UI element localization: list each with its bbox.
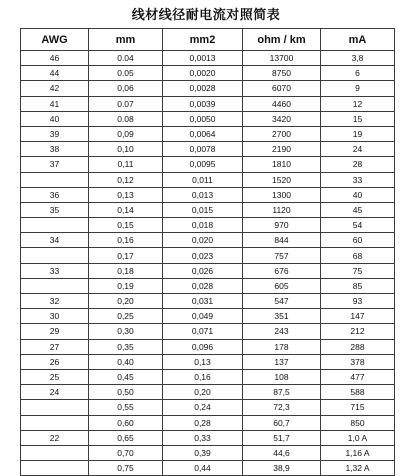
cell-ma: 33 bbox=[321, 172, 395, 187]
cell-awg: 30 bbox=[21, 309, 89, 324]
cell-ohm-km: 178 bbox=[243, 339, 321, 354]
wire-gauge-table-container bbox=[20, 28, 394, 474]
cell-mm: 0,65 bbox=[89, 430, 163, 445]
table-row bbox=[21, 385, 395, 400]
cell-awg bbox=[21, 218, 89, 233]
cell-ohm-km: 72,3 bbox=[243, 400, 321, 415]
cell-mm2: 0,24 bbox=[163, 400, 243, 415]
table-header-row bbox=[21, 29, 395, 51]
table-row bbox=[21, 354, 395, 369]
table-row bbox=[21, 218, 395, 233]
cell-awg: 34 bbox=[21, 233, 89, 248]
cell-ma: 85 bbox=[321, 278, 395, 293]
cell-ma: 850 bbox=[321, 415, 395, 430]
table-row bbox=[21, 248, 395, 263]
cell-mm: 0.07 bbox=[89, 96, 163, 111]
cell-awg: 44 bbox=[21, 66, 89, 81]
cell-ohm-km: 51,7 bbox=[243, 430, 321, 445]
cell-awg: 32 bbox=[21, 294, 89, 309]
header-ma: mA bbox=[321, 29, 395, 51]
cell-mm2: 0,071 bbox=[163, 324, 243, 339]
cell-awg: 22 bbox=[21, 430, 89, 445]
cell-mm: 0,75 bbox=[89, 461, 163, 476]
table-row bbox=[21, 263, 395, 278]
header-mm: mm bbox=[89, 29, 163, 51]
cell-ma: 68 bbox=[321, 248, 395, 263]
cell-awg: 35 bbox=[21, 202, 89, 217]
cell-mm2: 0,0028 bbox=[163, 81, 243, 96]
table-row bbox=[21, 339, 395, 354]
table-row bbox=[21, 278, 395, 293]
cell-ma: 12 bbox=[321, 96, 395, 111]
cell-mm2: 0,0050 bbox=[163, 111, 243, 126]
cell-ma: 147 bbox=[321, 309, 395, 324]
cell-ohm-km: 3420 bbox=[243, 111, 321, 126]
cell-ohm-km: 605 bbox=[243, 278, 321, 293]
cell-ma: 715 bbox=[321, 400, 395, 415]
cell-awg: 38 bbox=[21, 142, 89, 157]
cell-ma: 1,16 A bbox=[321, 445, 395, 460]
cell-ohm-km: 2700 bbox=[243, 126, 321, 141]
cell-mm: 0,45 bbox=[89, 369, 163, 384]
cell-mm2: 0,39 bbox=[163, 445, 243, 460]
table-row bbox=[21, 157, 395, 172]
header-mm2: mm2 bbox=[163, 29, 243, 51]
cell-mm2: 0,0078 bbox=[163, 142, 243, 157]
cell-mm2: 0,018 bbox=[163, 218, 243, 233]
cell-mm2: 0,011 bbox=[163, 172, 243, 187]
cell-mm2: 0,33 bbox=[163, 430, 243, 445]
cell-ma: 288 bbox=[321, 339, 395, 354]
cell-awg bbox=[21, 278, 89, 293]
table-body bbox=[21, 51, 395, 476]
cell-mm2: 0,049 bbox=[163, 309, 243, 324]
cell-ohm-km: 2190 bbox=[243, 142, 321, 157]
cell-ohm-km: 351 bbox=[243, 309, 321, 324]
cell-awg: 36 bbox=[21, 187, 89, 202]
cell-mm: 0,10 bbox=[89, 142, 163, 157]
cell-mm2: 0,0095 bbox=[163, 157, 243, 172]
cell-mm: 0,11 bbox=[89, 157, 163, 172]
table-row bbox=[21, 461, 395, 476]
cell-ma: 3,8 bbox=[321, 51, 395, 66]
cell-mm2: 0,0013 bbox=[163, 51, 243, 66]
cell-awg: 37 bbox=[21, 157, 89, 172]
cell-ohm-km: 108 bbox=[243, 369, 321, 384]
cell-mm: 0,20 bbox=[89, 294, 163, 309]
cell-ma: 212 bbox=[321, 324, 395, 339]
table-row bbox=[21, 142, 395, 157]
cell-awg bbox=[21, 400, 89, 415]
cell-ma: 588 bbox=[321, 385, 395, 400]
cell-mm: 0.04 bbox=[89, 51, 163, 66]
table-row bbox=[21, 294, 395, 309]
cell-awg bbox=[21, 248, 89, 263]
cell-mm: 0,06 bbox=[89, 81, 163, 96]
cell-ma: 54 bbox=[321, 218, 395, 233]
cell-mm2: 0,020 bbox=[163, 233, 243, 248]
table-row bbox=[21, 202, 395, 217]
cell-ma: 477 bbox=[321, 369, 395, 384]
cell-mm: 0,12 bbox=[89, 172, 163, 187]
cell-ma: 6 bbox=[321, 66, 395, 81]
cell-awg: 41 bbox=[21, 96, 89, 111]
cell-ohm-km: 970 bbox=[243, 218, 321, 233]
cell-awg: 46 bbox=[21, 51, 89, 66]
cell-mm2: 0,0039 bbox=[163, 96, 243, 111]
table-row bbox=[21, 324, 395, 339]
header-ohm-km: ohm / km bbox=[243, 29, 321, 51]
cell-mm2: 0,028 bbox=[163, 278, 243, 293]
cell-ohm-km: 60,7 bbox=[243, 415, 321, 430]
cell-mm: 0,30 bbox=[89, 324, 163, 339]
table-row bbox=[21, 309, 395, 324]
table-row bbox=[21, 81, 395, 96]
cell-mm: 0,17 bbox=[89, 248, 163, 263]
cell-ma: 60 bbox=[321, 233, 395, 248]
table-row bbox=[21, 172, 395, 187]
cell-mm2: 0,026 bbox=[163, 263, 243, 278]
cell-mm2: 0,031 bbox=[163, 294, 243, 309]
cell-mm: 0,70 bbox=[89, 445, 163, 460]
cell-ohm-km: 1300 bbox=[243, 187, 321, 202]
cell-awg: 27 bbox=[21, 339, 89, 354]
cell-ohm-km: 137 bbox=[243, 354, 321, 369]
cell-mm2: 0,0020 bbox=[163, 66, 243, 81]
table-row bbox=[21, 369, 395, 384]
cell-awg: 40 bbox=[21, 111, 89, 126]
cell-mm: 0,15 bbox=[89, 218, 163, 233]
cell-ohm-km: 38,9 bbox=[243, 461, 321, 476]
table-row bbox=[21, 233, 395, 248]
cell-awg: 25 bbox=[21, 369, 89, 384]
table-row bbox=[21, 430, 395, 445]
table-row bbox=[21, 111, 395, 126]
cell-awg bbox=[21, 172, 89, 187]
cell-ohm-km: 6070 bbox=[243, 81, 321, 96]
table-row bbox=[21, 126, 395, 141]
cell-awg: 26 bbox=[21, 354, 89, 369]
cell-mm2: 0,0064 bbox=[163, 126, 243, 141]
cell-ma: 15 bbox=[321, 111, 395, 126]
cell-ma: 378 bbox=[321, 354, 395, 369]
cell-ma: 28 bbox=[321, 157, 395, 172]
cell-ohm-km: 8750 bbox=[243, 66, 321, 81]
cell-ma: 40 bbox=[321, 187, 395, 202]
cell-mm2: 0,013 bbox=[163, 187, 243, 202]
cell-mm: 0,13 bbox=[89, 187, 163, 202]
page-title: 线材线径耐电流对照简表 bbox=[131, 8, 281, 23]
header-awg: AWG bbox=[21, 29, 89, 51]
table-row bbox=[21, 96, 395, 111]
cell-ma: 24 bbox=[321, 142, 395, 157]
table-row bbox=[21, 415, 395, 430]
cell-mm2: 0,015 bbox=[163, 202, 243, 217]
cell-ohm-km: 757 bbox=[243, 248, 321, 263]
cell-ohm-km: 44,6 bbox=[243, 445, 321, 460]
cell-mm: 0,18 bbox=[89, 263, 163, 278]
cell-awg bbox=[21, 461, 89, 476]
cell-ohm-km: 4460 bbox=[243, 96, 321, 111]
wire-gauge-table bbox=[20, 28, 395, 476]
cell-ohm-km: 1520 bbox=[243, 172, 321, 187]
cell-mm: 0,40 bbox=[89, 354, 163, 369]
cell-ma: 1,32 A bbox=[321, 461, 395, 476]
table-row bbox=[21, 66, 395, 81]
cell-ohm-km: 547 bbox=[243, 294, 321, 309]
cell-awg bbox=[21, 415, 89, 430]
cell-ohm-km: 243 bbox=[243, 324, 321, 339]
cell-mm: 0,19 bbox=[89, 278, 163, 293]
cell-mm: 0,60 bbox=[89, 415, 163, 430]
cell-ohm-km: 844 bbox=[243, 233, 321, 248]
cell-mm: 0,16 bbox=[89, 233, 163, 248]
cell-awg: 39 bbox=[21, 126, 89, 141]
cell-mm: 0,09 bbox=[89, 126, 163, 141]
cell-ohm-km: 1120 bbox=[243, 202, 321, 217]
cell-mm: 0.08 bbox=[89, 111, 163, 126]
cell-ma: 1,0 A bbox=[321, 430, 395, 445]
cell-mm2: 0,28 bbox=[163, 415, 243, 430]
cell-ma: 93 bbox=[321, 294, 395, 309]
table-row bbox=[21, 445, 395, 460]
cell-ma: 75 bbox=[321, 263, 395, 278]
cell-ohm-km: 1810 bbox=[243, 157, 321, 172]
cell-ma: 45 bbox=[321, 202, 395, 217]
cell-mm2: 0,44 bbox=[163, 461, 243, 476]
cell-mm2: 0,20 bbox=[163, 385, 243, 400]
cell-awg: 29 bbox=[21, 324, 89, 339]
cell-mm2: 0,096 bbox=[163, 339, 243, 354]
cell-mm: 0,55 bbox=[89, 400, 163, 415]
cell-mm: 0,50 bbox=[89, 385, 163, 400]
cell-awg bbox=[21, 445, 89, 460]
cell-mm: 0.05 bbox=[89, 66, 163, 81]
table-row bbox=[21, 400, 395, 415]
cell-mm: 0,35 bbox=[89, 339, 163, 354]
cell-mm: 0,25 bbox=[89, 309, 163, 324]
cell-awg: 24 bbox=[21, 385, 89, 400]
table-row bbox=[21, 187, 395, 202]
cell-ohm-km: 87,5 bbox=[243, 385, 321, 400]
cell-mm2: 0,023 bbox=[163, 248, 243, 263]
cell-ohm-km: 13700 bbox=[243, 51, 321, 66]
cell-mm2: 0,13 bbox=[163, 354, 243, 369]
cell-ma: 9 bbox=[321, 81, 395, 96]
table-row bbox=[21, 51, 395, 66]
cell-ma: 19 bbox=[321, 126, 395, 141]
cell-mm: 0,14 bbox=[89, 202, 163, 217]
cell-awg: 42 bbox=[21, 81, 89, 96]
cell-awg: 33 bbox=[21, 263, 89, 278]
cell-mm2: 0,16 bbox=[163, 369, 243, 384]
cell-ohm-km: 676 bbox=[243, 263, 321, 278]
